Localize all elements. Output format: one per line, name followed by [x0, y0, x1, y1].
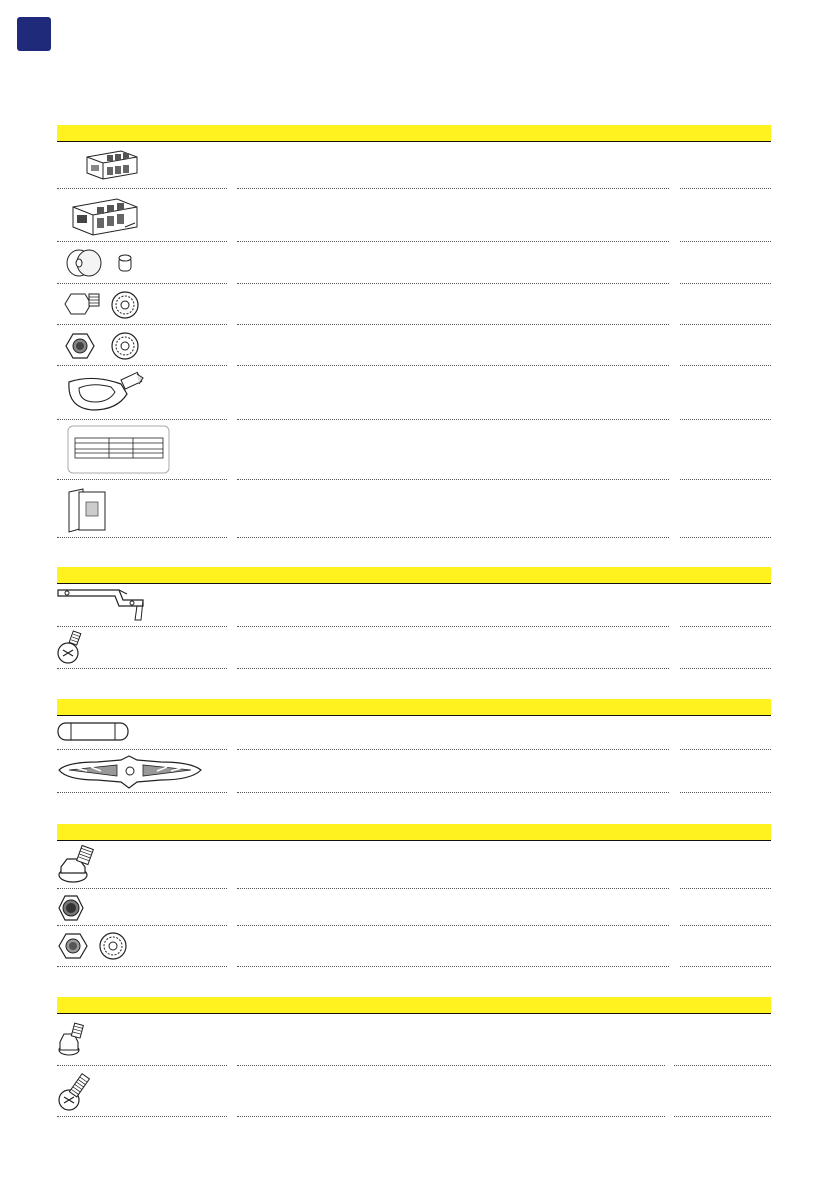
page-edge-marker	[811, 0, 839, 60]
terminal-connector-large-icon	[69, 193, 141, 244]
label-sticker-icon	[67, 425, 171, 480]
hex-bolt-small-icon	[57, 1022, 91, 1063]
item-row	[57, 889, 771, 926]
item-row	[57, 325, 771, 366]
item-row	[57, 242, 771, 284]
section-4-header-bar	[57, 824, 771, 841]
document-booklet-icon	[67, 488, 107, 539]
screw-with-washer-icon	[57, 629, 87, 670]
item-row	[57, 420, 771, 480]
ferrite-core-and-cap-icon	[65, 248, 145, 283]
fuse-puller-tool-icon	[57, 754, 203, 795]
item-row	[57, 627, 771, 669]
item-row	[57, 716, 771, 750]
item-row	[57, 926, 771, 967]
fuse-icon	[57, 720, 131, 749]
section-2-header-bar	[57, 567, 771, 584]
triangle-key-icon	[63, 372, 147, 419]
mounting-bracket-icon	[57, 586, 147, 627]
item-row	[57, 142, 771, 189]
item-row	[57, 1066, 771, 1117]
item-row	[57, 841, 771, 889]
item-row	[57, 284, 771, 325]
phillips-screw-icon	[57, 1070, 103, 1117]
item-row	[57, 480, 771, 538]
nut-and-serrated-washer-icon	[57, 930, 131, 967]
section-5-header-bar	[57, 997, 771, 1014]
flange-nut-icon	[57, 894, 87, 927]
section-1-header-bar	[57, 125, 771, 142]
section-4	[57, 824, 771, 967]
item-row	[57, 366, 771, 420]
flange-bolt-icon	[57, 845, 101, 890]
item-row	[57, 189, 771, 242]
section-5	[57, 997, 771, 1117]
section-1	[57, 125, 771, 538]
section-3-header-bar	[57, 699, 771, 716]
section-2	[57, 567, 771, 669]
section-3	[57, 699, 771, 793]
item-row	[57, 750, 771, 793]
item-row	[57, 584, 771, 627]
terminal-connector-small-icon	[81, 147, 141, 188]
item-row	[57, 1014, 771, 1066]
hex-nut-and-lock-washer-icon	[61, 329, 141, 368]
chapter-badge	[17, 17, 51, 51]
hex-bolt-and-lock-washer-icon	[61, 288, 141, 327]
